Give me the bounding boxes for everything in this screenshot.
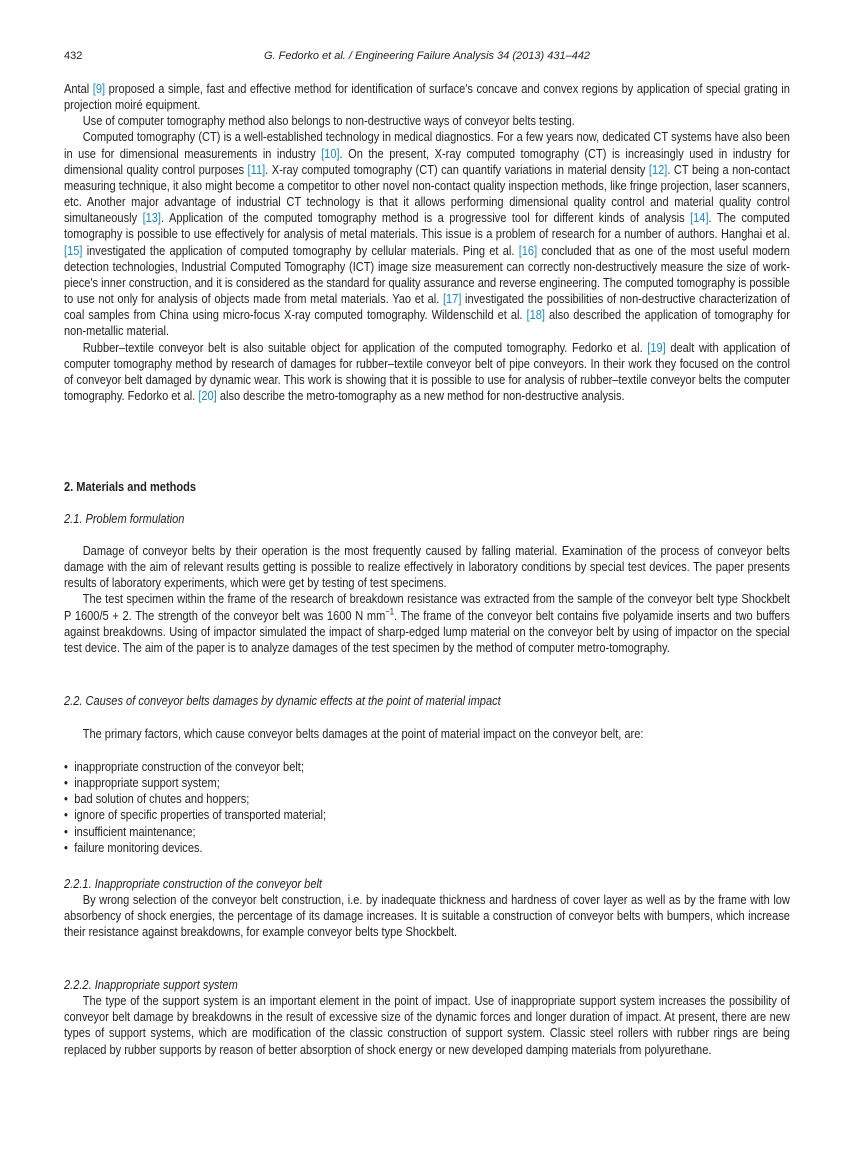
list-item: • ignore of specific properties of transported material; — [64, 807, 790, 823]
text-run: investigated the application of computed tomography by cellular materials. Ping et al. — [82, 242, 519, 258]
paragraph — [64, 591, 790, 656]
paragraph — [64, 340, 790, 405]
superscript: −1 — [385, 606, 395, 617]
paragraph — [64, 81, 790, 113]
citation-link[interactable]: [20] — [198, 387, 217, 403]
section-2 — [64, 479, 790, 495]
section-heading: 2. Materials and methods — [64, 479, 197, 494]
paragraph: By wrong selection of the conveyor belt construction, i.e. by inadequate thickness and hardness of cover layer as well as by the frame with low absorbency of shock energies, the percentage of its damage increases. It is suitable a construction of conveyor belts with bumpers, which increase their resistance against breakdowns, for example conveyor belts type Shockbelt. — [64, 892, 790, 940]
paragraph: The primary factors, which cause conveyor belts damages at the point of material impact on the conveyor belt, are: — [82, 726, 644, 741]
citation-link[interactable]: [9] — [92, 81, 106, 96]
running-head: G. Fedorko et al. / Engineering Failure Analysis 34 (2013) 431–442 — [263, 50, 591, 62]
subsection-heading: 2.2. Causes of conveyor belts damages by dynamic effects at the point of material impact — [64, 693, 501, 708]
paragraph: The type of the support system is an important element in the point of impact. Use of inappropriate support system increases the possibility of conveyor belt damage by breakdowns in the result of excessive size of the dynamic forces and longer duration of impact. At present, there are new types of support systems, which are modification of the classic construction of support system. Classic steel rollers with rubber rings are being replaced by rubber supports by reason of better absorption of shock energy or new developed damping materials from polyurethane. — [64, 993, 790, 1057]
citation-link[interactable]: [15] — [64, 242, 83, 258]
text-run: investigated the possibilities of non-destructive characterization of coal samples from China using micro-focus X-ray computed tomography. Wildenschild et al. — [64, 291, 790, 323]
text-run: The test specimen within the frame of the research of breakdown resistance was extracted from the sample of the conveyor belt type Shockbelt P 1600/5 + 2. The strength of the conveyor belt was 1600 N mm — [64, 591, 790, 623]
citation-link[interactable]: [18] — [526, 307, 545, 323]
citation-link[interactable]: [11] — [247, 161, 266, 177]
section-2-2-2 — [64, 977, 790, 1058]
text-run: Use of computer tomography method also belongs to non-destructive ways of conveyor belts testing. — [82, 113, 575, 129]
text-run: . CT being a non-contact measuring technique, it also might become a competitor to other novel non-contact quality inspection methods, like fringe projection, laser scanners, etc. Another major advantage of industrial CT technology is that it allows performing dimensional quality control and material quality control simultaneously — [64, 161, 790, 226]
citation-link[interactable]: [19] — [647, 339, 666, 355]
subsection-heading: 2.2.1. Inappropriate construction of the conveyor belt — [64, 876, 323, 891]
text-run: Rubber–textile conveyor belt is also suitable object for application of the computed tomography. Fedorko et al. — [82, 339, 648, 355]
citation-link[interactable]: [14] — [690, 210, 709, 226]
citation-link[interactable]: [17] — [442, 291, 462, 307]
subsection-heading: 2.1. Problem formulation — [64, 511, 185, 526]
section-2-1-body — [64, 543, 790, 656]
text-run: . On the present, X-ray computed tomography (CT) is increasingly used in industry for dimensional quality control purposes — [64, 145, 790, 177]
text-run: . Application of the computed tomography method is a progressive tool for different kinds of analysis — [161, 210, 691, 226]
list-item: • failure monitoring devices. — [64, 840, 790, 856]
subsection-heading: 2.2.2. Inappropriate support system — [64, 977, 238, 992]
list-item: • insufficient maintenance; — [64, 824, 790, 840]
section-2-1 — [64, 511, 790, 527]
text-run: . X-ray computed tomography (CT) can quantify variations in material density — [265, 161, 649, 177]
list-item: • inappropriate construction of the conveyor belt; — [64, 759, 790, 775]
section-2-2-1 — [64, 876, 790, 941]
text-run: Computed tomography (CT) is a well-established technology in medical diagnostics. For a few years now, dedicated CT systems have also been in use for dimensional measurements in industry — [64, 129, 790, 161]
factors-list — [64, 759, 790, 856]
section-2-2 — [64, 693, 790, 709]
section-2-2-body — [64, 726, 790, 742]
factors-list-wrap — [64, 759, 790, 856]
citation-link[interactable]: [12] — [648, 161, 668, 177]
intro-section — [64, 81, 790, 404]
page-header — [64, 50, 790, 66]
text-run: Antal — [64, 81, 93, 96]
text-run: also described the application of tomography for non-metallic material. — [64, 307, 790, 339]
paragraph — [64, 129, 790, 339]
text-run: dealt with application of computer tomography method by research of damages for rubber–textile conveyor belt of pipe conveyors. In their work they focused on the control of conveyor belt damaged by dynamic wear. This work is showing that it is possible to use for analysis of rubber–textile conveyor belts the computer tomography. Fedorko et al. — [64, 339, 790, 403]
text-run: concluded that as one of the most useful modern detection technologies, Industrial Computed Tomography (ICT) image size measurement can correctly non-destructively measure the size of work-piece's inner construction, and it is considered as the standard for quality assurance and reverse engineering. The computed tomography is possible to use not only for analysis of objects made from metal materials. Yao et al. — [64, 242, 790, 307]
text-run: proposed a simple, fast and effective method for identification of surface's concave and convex regions by application of special grating in projection moiré equipment. — [64, 81, 790, 113]
page-number: 432 — [64, 50, 83, 62]
citation-link[interactable]: [13] — [142, 210, 162, 226]
citation-link[interactable]: [10] — [321, 145, 340, 161]
paragraph — [64, 113, 790, 129]
text-run: . The computed tomography is possible to use effectively for analysis of metal materials. This issue is a problem of research for a number of authors. Hanghai et al. — [64, 210, 790, 242]
text-run: . The frame of the conveyor belt contains five polyamide inserts and two buffers against breakdowns. Using of impactor simulated the impact of sharp-edged lump material on the conveyor belt by using of impactor on the special test device. The aim of the paper is to analyze damages of the test specimen by the method of computer metro-tomography. — [64, 607, 790, 655]
list-item: • bad solution of chutes and hoppers; — [64, 791, 790, 807]
text-run: also describe the metro-tomography as a new method for non-destructive analysis. — [216, 387, 625, 403]
list-item: • inappropriate support system; — [64, 775, 790, 791]
citation-link[interactable]: [16] — [518, 242, 538, 258]
paragraph: Damage of conveyor belts by their operation is the most frequently caused by falling material. Examination of the process of conveyor belts damage with the aim of relevant results getting is possible to realize effectively in laboratory conditions by special test devices. The paper presents results of laboratory experiments, which were get by testing of test specimens. — [64, 543, 790, 591]
